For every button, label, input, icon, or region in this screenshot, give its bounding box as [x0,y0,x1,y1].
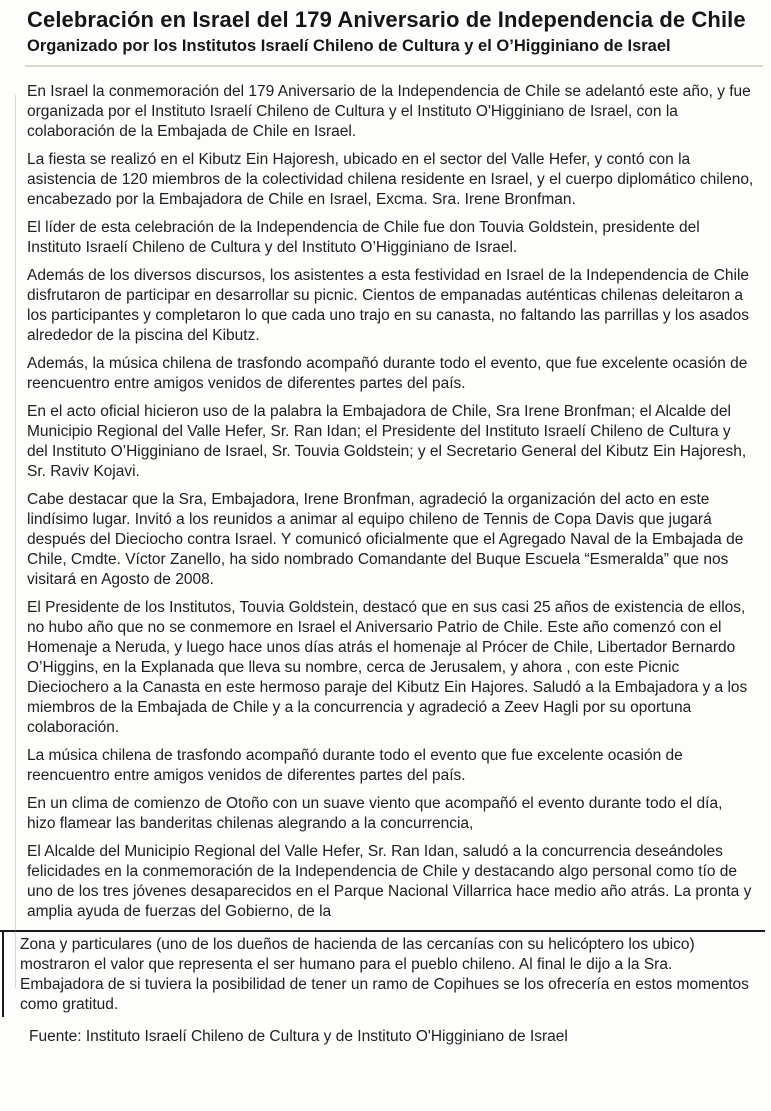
paragraph: Cabe destacar que la Sra, Embajadora, Irene Bronfman, agradeció la organización del acto en este lindísimo lugar. Invitó a los reunidos a animar al equipo chileno de Tennis de Copa Davis que jugará después del Dieciocho contra Israel. Y comunicó oficialmente que el Agregado Naval de la Embajada de Chile, Cmdte. Víctor Zanello, ha sido nombrado Comandante del Buque Escuela “Esmeralda” que nos visitará en Agosto de 2008. [27,491,744,588]
boxed-paragraph: Zona y particulares (uno de los dueños de hacienda de las cercanías con su helicóptero los ubico) mostraron el valor que representa el ser humano para el pueblo chileno. Al final le dijo a la Sra. Embajadora de si tuviera la posibilidad de tener un ramo de Copihues se los ofrecería en estos momentos como gratitud. [20,936,749,1013]
paragraph: El Alcalde del Municipio Regional del Valle Hefer, Sr. Ran Idan, saludó a la concurrencia deseándoles felicidades en la conmemoración de la Independencia de Chile y destacando algo personal como tío de uno de los tres jóvenes desaparecidos en el Parque Nacional Villarrica hace medio año atrás. La pronta y amplia ayuda de fuerzas del Gobierno, de la [27,843,752,920]
paragraph: Además, la música chilena de trasfondo acompañó durante todo el evento, que fue excelente ocasión de reencuentro entre amigos venidos de diferentes partes del país. [27,355,748,392]
source-line: Fuente: Instituto Israelí Chileno de Cultura y de Instituto O'Higginiano de Israel [29,1028,568,1045]
article-header [0,0,771,57]
page-title: Celebración en Israel del 179 Aniversario de Independencia de Chile [27,7,746,32]
paragraph: En un clima de comienzo de Otoño con un suave viento que acompañó el evento durante todo el día, hizo flamear las banderitas chilenas alegrando a la concurrencia, [27,795,723,832]
paragraph: En el acto oficial hicieron uso de la palabra la Embajadora de Chile, Sra Irene Bronfman; el Alcalde del Municipio Regional del Valle Hefer, Sr. Ran Idan; el Presidente del Instituto Israelí Chileno de Cultura y del Instituto O’Higginiano de Israel, Sr. Touvia Goldstein; y el Secretario General del Kibutz Ein Hajoresh, Sr. Raviv Kojavi. [27,403,747,480]
paragraph: El líder de esta celebración de la Independencia de Chile fue don Touvia Goldstein, presidente del Instituto Israelí Chileno de Cultura y del Instituto O’Higginiano de Israel. [27,219,700,256]
article-body [0,67,771,922]
scan-artifact-line [15,95,16,988]
boxed-region [2,932,771,1017]
paragraph: La música chilena de trasfondo acompañó durante todo el evento que fue excelente ocasión de reencuentro entre amigos venidos de diferentes partes del país. [27,747,683,784]
page-subtitle: Organizado por los Institutos Israelí Chileno de Cultura y el O’Higginiano de Israel [27,37,671,55]
paragraph: En Israel la conmemoración del 179 Aniversario de la Independencia de Chile se adelantó este año, y fue organizada por el Instituto Israelí Chileno de Cultura y el Instituto O'Higginiano de Israel, con la colaboración de la Embajada de Chile en Israel. [27,83,751,140]
paragraph: El Presidente de los Institutos, Touvia Goldstein, destacó que en sus casi 25 años de existencia de ellos, no hubo año que no se conmemore en Israel el Aniversario Patrio de Chile. Este año comenzó con el Homenaje a Neruda, y luego hace unos días atrás el homenaje al Prócer de Chile, Libertador Bernardo O’Higgins, en la Explanada que lleva su nombre, cerca de Jerusalem, y ahora , con este Picnic Dieciochero a la Canasta en este hermoso paraje del Kibutz Ein Hajores. Saludó a la Embajadora y a los miembros de la Embajada de Chile y a la concurrencia y agradeció a Zeev Hagli por su oportuna colaboración. [27,599,748,736]
paragraph: La fiesta se realizó en el Kibutz Ein Hajoresh, ubicado en el sector del Valle Hefer, y contó con la asistencia de 120 miembros de la colectividad chilena residente en Israel, y el cuerpo diplomático chileno, encabezado por la Embajadora de Chile en Israel, Excma. Sra. Irene Bronfman. [27,151,754,208]
paragraph: Además de los diversos discursos, los asistentes a esta festividad en Israel de la Independencia de Chile disfrutaron de participar en desarrollar su picnic. Cientos de empanadas auténticas chilenas deleitaron a los participantes y completaron lo que cada uno trajo en su canasta, no faltando las parrillas y los asados alrededor de la piscina del Kibutz. [27,267,750,344]
